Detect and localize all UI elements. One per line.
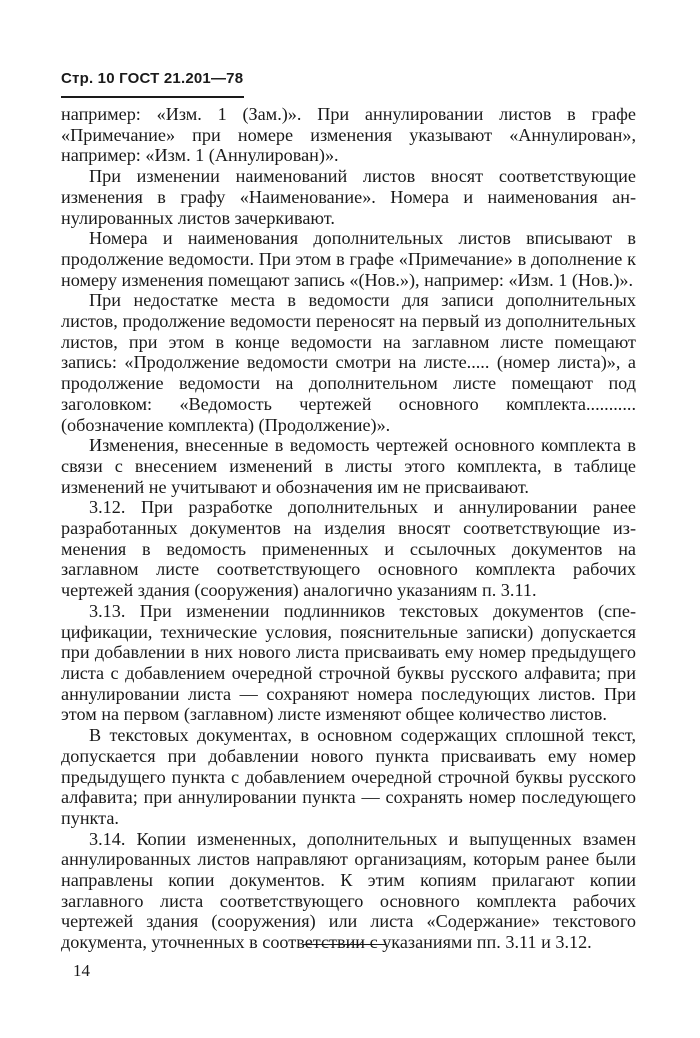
page-number: 14 [73, 961, 90, 980]
header-rule [61, 96, 244, 98]
end-rule [303, 944, 386, 945]
clause-3-14: 3.14. Копии измененных, дополнительных и выпущенных взамен аннулированных листов направляют организациям, которым ранее были направлены копии документов. К этим копиям прилагают копии заглавного листа соответствующего основного комплекта рабочих чертежей здания (сооружения) или листа «Содержание» текстового документа, уточненных в соответствии с указаниями пп. 3.11 и 3.12. [61, 828, 636, 953]
paragraph-lack-of-space: При недостатке места в ведомости для записи дополнительных листов, продолжение ведомости переносят на первый из дополнительных листов, при этом в конце ведомости на заглавном листе помещают запись: «Продолжение ведомости смотри на листе..... (номер листа)», а продолжение ведомости на дополнительном листе помещают под заголовком: «Ведомость чертежей основного комплекта...........(обозначение комплекта) (Продолжение)». [61, 290, 636, 435]
running-header: Стр. 10 ГОСТ 21.201—78 [61, 70, 244, 87]
paragraph-additional-sheets: Номера и наименования дополнительных листов вписывают в продолжение ведомости. При этом в графе «Примечание» в дополнение к номеру изменения помещают запись «(Нов.»), например: «Изм. 1 (Нов.)». [61, 228, 636, 290]
clause-3-13: 3.13. При изменении подлинников текстовых документов (спецификации, технические условия, пояснительные записки) допускается при добавлении в них нового листа присваивать ему номер предыдущего листа с добавлением очередной строчной буквы русского алфавита; при аннулировании листа — сохраняют номера последующих листов. При этом на первом (заглавном) листе изменяют общее количество листов. [61, 600, 636, 725]
paragraph-rename-sheets: При изменении наименований листов вносят соответствующие изменения в графу «Наименование». Номера и наименования аннулированных листов зачеркивают. [61, 166, 636, 228]
clause-3-12: 3.12. При разработке дополнительных и аннулировании ранее разработанных документов на изделия вносят соответствующие изменения в ведомость примененных и ссылочных документов на заглавном листе соответствующего основного комплекта рабочих чертежей здания (сооружения) аналогично указаниям п. 3.11. [61, 497, 636, 601]
paragraph-text-documents: В текстовых документах, в основном содержащих сплошной текст, допускается при добавлении нового пункта присваивать ему номер предыдущего пункта с добавлением очередной строчной буквы русского алфавита; при аннулировании пункта — сохранять номер последующего пункта. [61, 725, 636, 828]
body-text [61, 104, 636, 953]
paragraph-changes-table: Изменения, внесенные в ведомость чертежей основного комплекта в связи с внесением изменений в листы этого комплекта, в таблице изменений не учитывают и обозначения им не присваивают. [61, 435, 636, 497]
paragraph-continuation: например: «Изм. 1 (Зам.)». При аннулировании листов в графе «Примечание» при номере изменения указывают «Аннулирован», например: «Изм. 1 (Аннулирован)». [61, 104, 636, 166]
